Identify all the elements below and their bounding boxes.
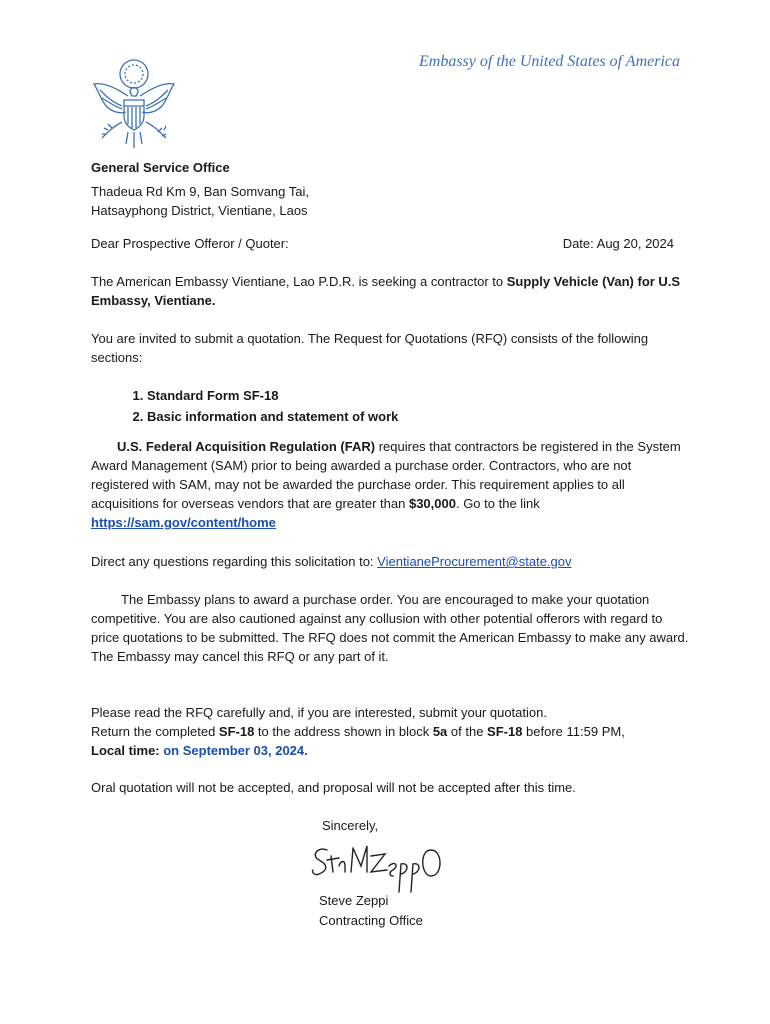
far-text: requires that contractors be registered in the System Award Management (SAM) prior to being awarded a purchase order. Contractors, who are not registered with SAM, may not be awarded the purchase order. This requirement applies to all acquisitions for overseas vendors that are greater than — [91, 439, 681, 511]
far-label: U.S. Federal Acquisition Regulation (FAR) — [117, 439, 376, 454]
questions-text: Direct any questions regarding this solicitation to: — [91, 554, 378, 569]
letter-date: Date: Aug 20, 2024 — [562, 236, 674, 251]
paragraph-oral-notice: Oral quotation will not be accepted, and proposal will not be accepted after this time. — [91, 780, 576, 795]
sam-link[interactable]: https://sam.gov/content/home — [91, 515, 276, 530]
paragraph-intro-text: The American Embassy Vientiane, Lao P.D.R. is seeking a contractor to — [91, 274, 507, 289]
submission-text: to the address shown in block — [254, 724, 433, 739]
paragraph-far — [91, 437, 691, 532]
us-great-seal-eagle-icon — [88, 52, 180, 152]
handwritten-signature — [309, 836, 459, 896]
rfq-sections-list — [109, 385, 398, 427]
address-line-1: Thadeua Rd Km 9, Ban Somvang Tai, — [91, 184, 309, 199]
submission-text: Return the completed — [91, 724, 219, 739]
paragraph-award — [91, 590, 691, 666]
list-item: 2. Basic information and statement of work — [147, 406, 398, 427]
block-number: 5a — [432, 724, 448, 739]
local-time-label: Local time: — [91, 743, 160, 758]
procurement-email-link[interactable]: VientianeProcurement@state.gov — [377, 554, 572, 569]
submission-text: before 11:59 PM, — [522, 724, 625, 739]
embassy-title: Embassy of the United States of America — [419, 53, 680, 70]
salutation: Dear Prospective Offeror / Quoter: — [91, 236, 289, 251]
signer-name: Steve Zeppi — [319, 893, 389, 908]
far-link-intro: . Go to the link — [455, 496, 540, 511]
submission-text: of the — [447, 724, 488, 739]
threshold-amount: $30,000 — [408, 496, 456, 511]
list-item: 1. Standard Form SF-18 — [147, 385, 398, 406]
contract-subject: Supply Vehicle (Van) for U.S Embassy, Vientiane. — [91, 274, 681, 308]
form-name: SF-18 — [218, 724, 255, 739]
paragraph-invitation: You are invited to submit a quotation. The Request for Quotations (RFQ) consists of the following sections: — [91, 331, 649, 365]
address-line-2: Hatsayphong District, Vientiane, Laos — [91, 203, 308, 218]
submission-line-1: Please read the RFQ carefully and, if you are interested, submit your quotation. — [91, 705, 547, 720]
closing: Sincerely, — [322, 818, 379, 833]
form-name: SF-18 — [487, 724, 523, 739]
paragraph-intro — [91, 272, 691, 310]
deadline-date: on September 03, 2024. — [159, 743, 308, 758]
paragraph-questions — [91, 552, 691, 571]
award-text: The Embassy plans to award a purchase order. You are encouraged to make your quotation competitive. You are also cautioned against any collusion with other potential offerors with regard to price quotations to be submitted. The RFQ does not commit the American Embassy to make any award. The Embassy may cancel this RFQ or any part of it. — [91, 592, 689, 664]
signer-title: Contracting Office — [319, 913, 423, 928]
paragraph-submission — [91, 703, 691, 760]
office-name: General Service Office — [91, 160, 230, 175]
